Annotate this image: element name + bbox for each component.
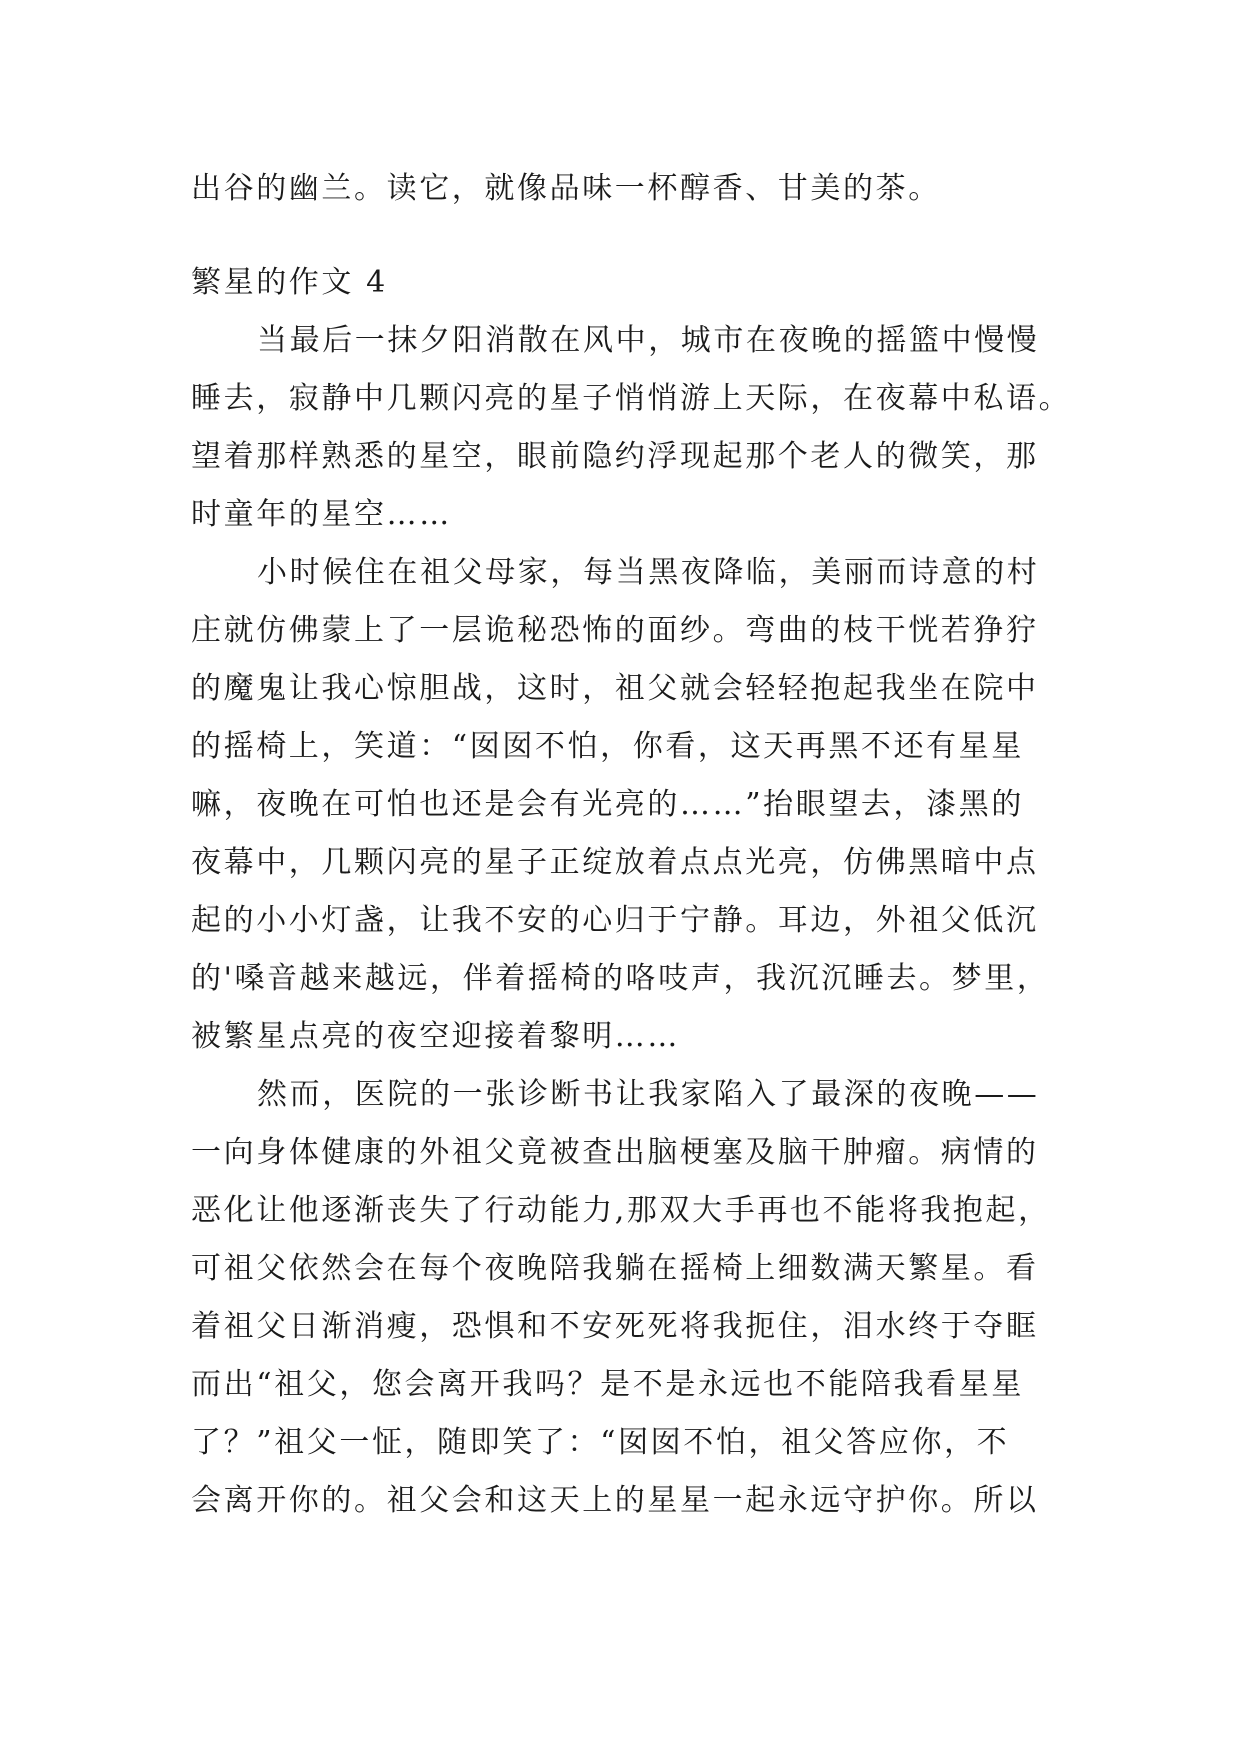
paragraph-line: 然而，医院的一张诊断书让我家陷入了最深的夜晚——	[257, 1077, 1040, 1112]
paragraph-1	[191, 312, 1072, 544]
paragraph-line: 小时候住在祖父母家，每当黑夜降临，美丽而诗意的村	[257, 555, 1040, 590]
paragraph-line: 恶化让他逐渐丧失了行动能力,那双大手再也不能将我抱起，	[191, 1193, 1051, 1228]
paragraph-line: 被繁星点亮的夜空迎接着黎明……	[191, 1019, 680, 1054]
paragraph-line: 一向身体健康的外祖父竟被查出脑梗塞及脑干肿瘤。病情的	[191, 1135, 1039, 1170]
section-heading: 繁星的作文 4	[191, 265, 388, 300]
paragraph-line: 望着那样熟悉的星空，眼前隐约浮现起那个老人的微笑，那	[191, 439, 1039, 474]
paragraph-line: 当最后一抹夕阳消散在风中，城市在夜晚的摇篮中慢慢	[257, 323, 1040, 358]
paragraph-line: 时童年的星空……	[191, 497, 452, 532]
paragraph-line: 的摇椅上，笑道：“囡囡不怕，你看，这天再黑不还有星星	[191, 729, 1024, 764]
paragraph-line: 庄就仿佛蒙上了一层诡秘恐怖的面纱。弯曲的枝干恍若狰狞	[191, 613, 1039, 648]
document-page	[191, 160, 1072, 1530]
paragraph-line: 的'嗓音越来越远，伴着摇椅的咯吱声，我沉沉睡去。梦里，	[191, 961, 1050, 996]
paragraph-line: 起的小小灯盏，让我不安的心归于宁静。耳边，外祖父低沉	[191, 903, 1039, 938]
paragraph-line: 的魔鬼让我心惊胆战，这时，祖父就会轻轻抱起我坐在院中	[191, 671, 1039, 706]
paragraph-line: 嘛，夜晚在可怕也还是会有光亮的……”抬眼望去，漆黑的	[191, 787, 1024, 822]
paragraph-line: 着祖父日渐消瘦，恐惧和不安死死将我扼住，泪水终于夺眶	[191, 1309, 1039, 1344]
paragraph-2	[191, 544, 1061, 1066]
intro-line: 出谷的幽兰。读它，就像品味一杯醇香、甘美的茶。	[191, 171, 941, 206]
paragraph-line: 可祖父依然会在每个夜晚陪我躺在摇椅上细数满天繁星。看	[191, 1251, 1039, 1286]
paragraph-line: 夜幕中，几颗闪亮的星子正绽放着点点光亮，仿佛黑暗中点	[191, 845, 1039, 880]
paragraph-line: 会离开你的。祖父会和这天上的星星一起永远守护你。所以	[191, 1483, 1039, 1518]
paragraph-3	[191, 1066, 1061, 1530]
paragraph-line: 而出“祖父，您会离开我吗？是不是永远也不能陪我看星星	[191, 1367, 1024, 1402]
paragraph-line: 睡去，寂静中几颗闪亮的星子悄悄游上天际，在夜幕中私语。	[191, 381, 1072, 416]
section-gap	[191, 218, 1061, 254]
paragraph-line: 了？”祖父一怔，随即笑了：“囡囡不怕，祖父答应你，不	[191, 1425, 1010, 1460]
